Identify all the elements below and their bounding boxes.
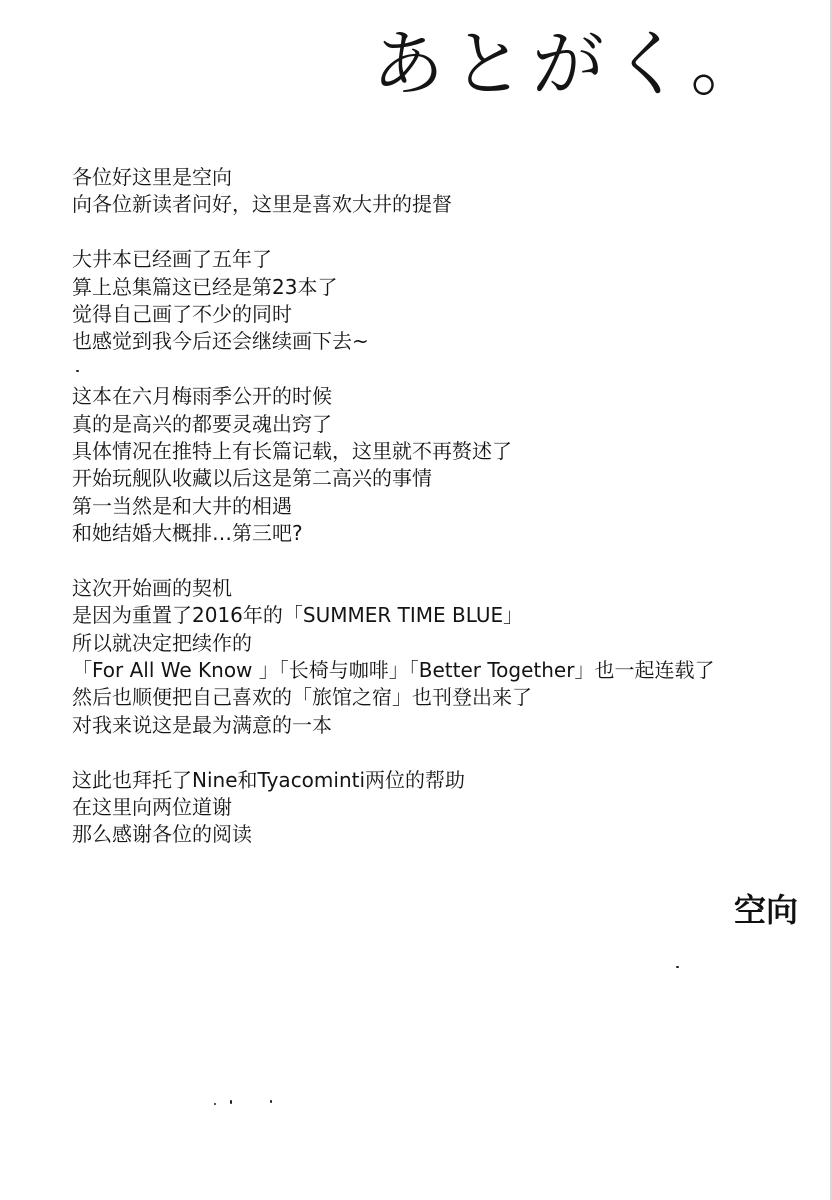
text-line: 那么感谢各位的阅读	[72, 822, 252, 847]
text-line: 算上总集篇这已经是第23本了	[72, 274, 338, 299]
text-line: 具体情况在推特上有长篇记载，这里就不再赘述了	[72, 438, 512, 463]
text-line: 第一当然是和大井的相遇	[72, 493, 292, 518]
text-line: 「For All We Know 」「长椅与咖啡」「Better Together」也一起连载了	[72, 658, 715, 683]
paragraph-gap	[72, 739, 762, 766]
text-line: 这次开始画的契机	[72, 575, 232, 600]
scan-speck	[230, 1100, 232, 1104]
text-line: 和她结婚大概排…第三吧?	[72, 521, 303, 546]
text-line: 然后也顺便把自己喜欢的「旅馆之宿」也刊登出来了	[72, 685, 532, 710]
scan-speck	[270, 1100, 272, 1103]
text-line: 在这里向两位道谢	[72, 794, 232, 819]
text-line: 这此也拜托了Nine和Tyacominti两位的帮助	[72, 767, 466, 792]
paragraph-gap	[72, 356, 762, 383]
text-line: 真的是高兴的都要灵魂出窍了	[72, 411, 332, 436]
scan-speck	[76, 370, 79, 372]
scan-speck	[676, 966, 679, 968]
paragraph-gap	[72, 219, 762, 246]
text-line: 大井本已经画了五年了	[72, 247, 272, 272]
text-line: 是因为重置了2016年的「SUMMER TIME BLUE」	[72, 603, 524, 628]
afterword-body	[72, 164, 762, 849]
afterword-title: あとがく。	[372, 22, 771, 106]
author-signature: 空向	[734, 891, 799, 929]
paragraph-gap	[72, 547, 762, 574]
text-line: 开始玩舰队收藏以后这是第二高兴的事情	[72, 466, 432, 491]
text-line: 觉得自己画了不少的同时	[72, 301, 292, 326]
text-line: 向各位新读者问好，这里是喜欢大井的提督	[72, 192, 452, 217]
text-line: 这本在六月梅雨季公开的时候	[72, 384, 332, 409]
text-line: 所以就决定把续作的	[72, 630, 252, 655]
text-line: 各位好这里是空向	[72, 165, 232, 189]
text-line: 也感觉到我今后还会继续画下去~	[72, 329, 369, 354]
scan-speck	[214, 1103, 216, 1105]
text-line: 对我来说这是最为满意的一本	[72, 712, 332, 737]
